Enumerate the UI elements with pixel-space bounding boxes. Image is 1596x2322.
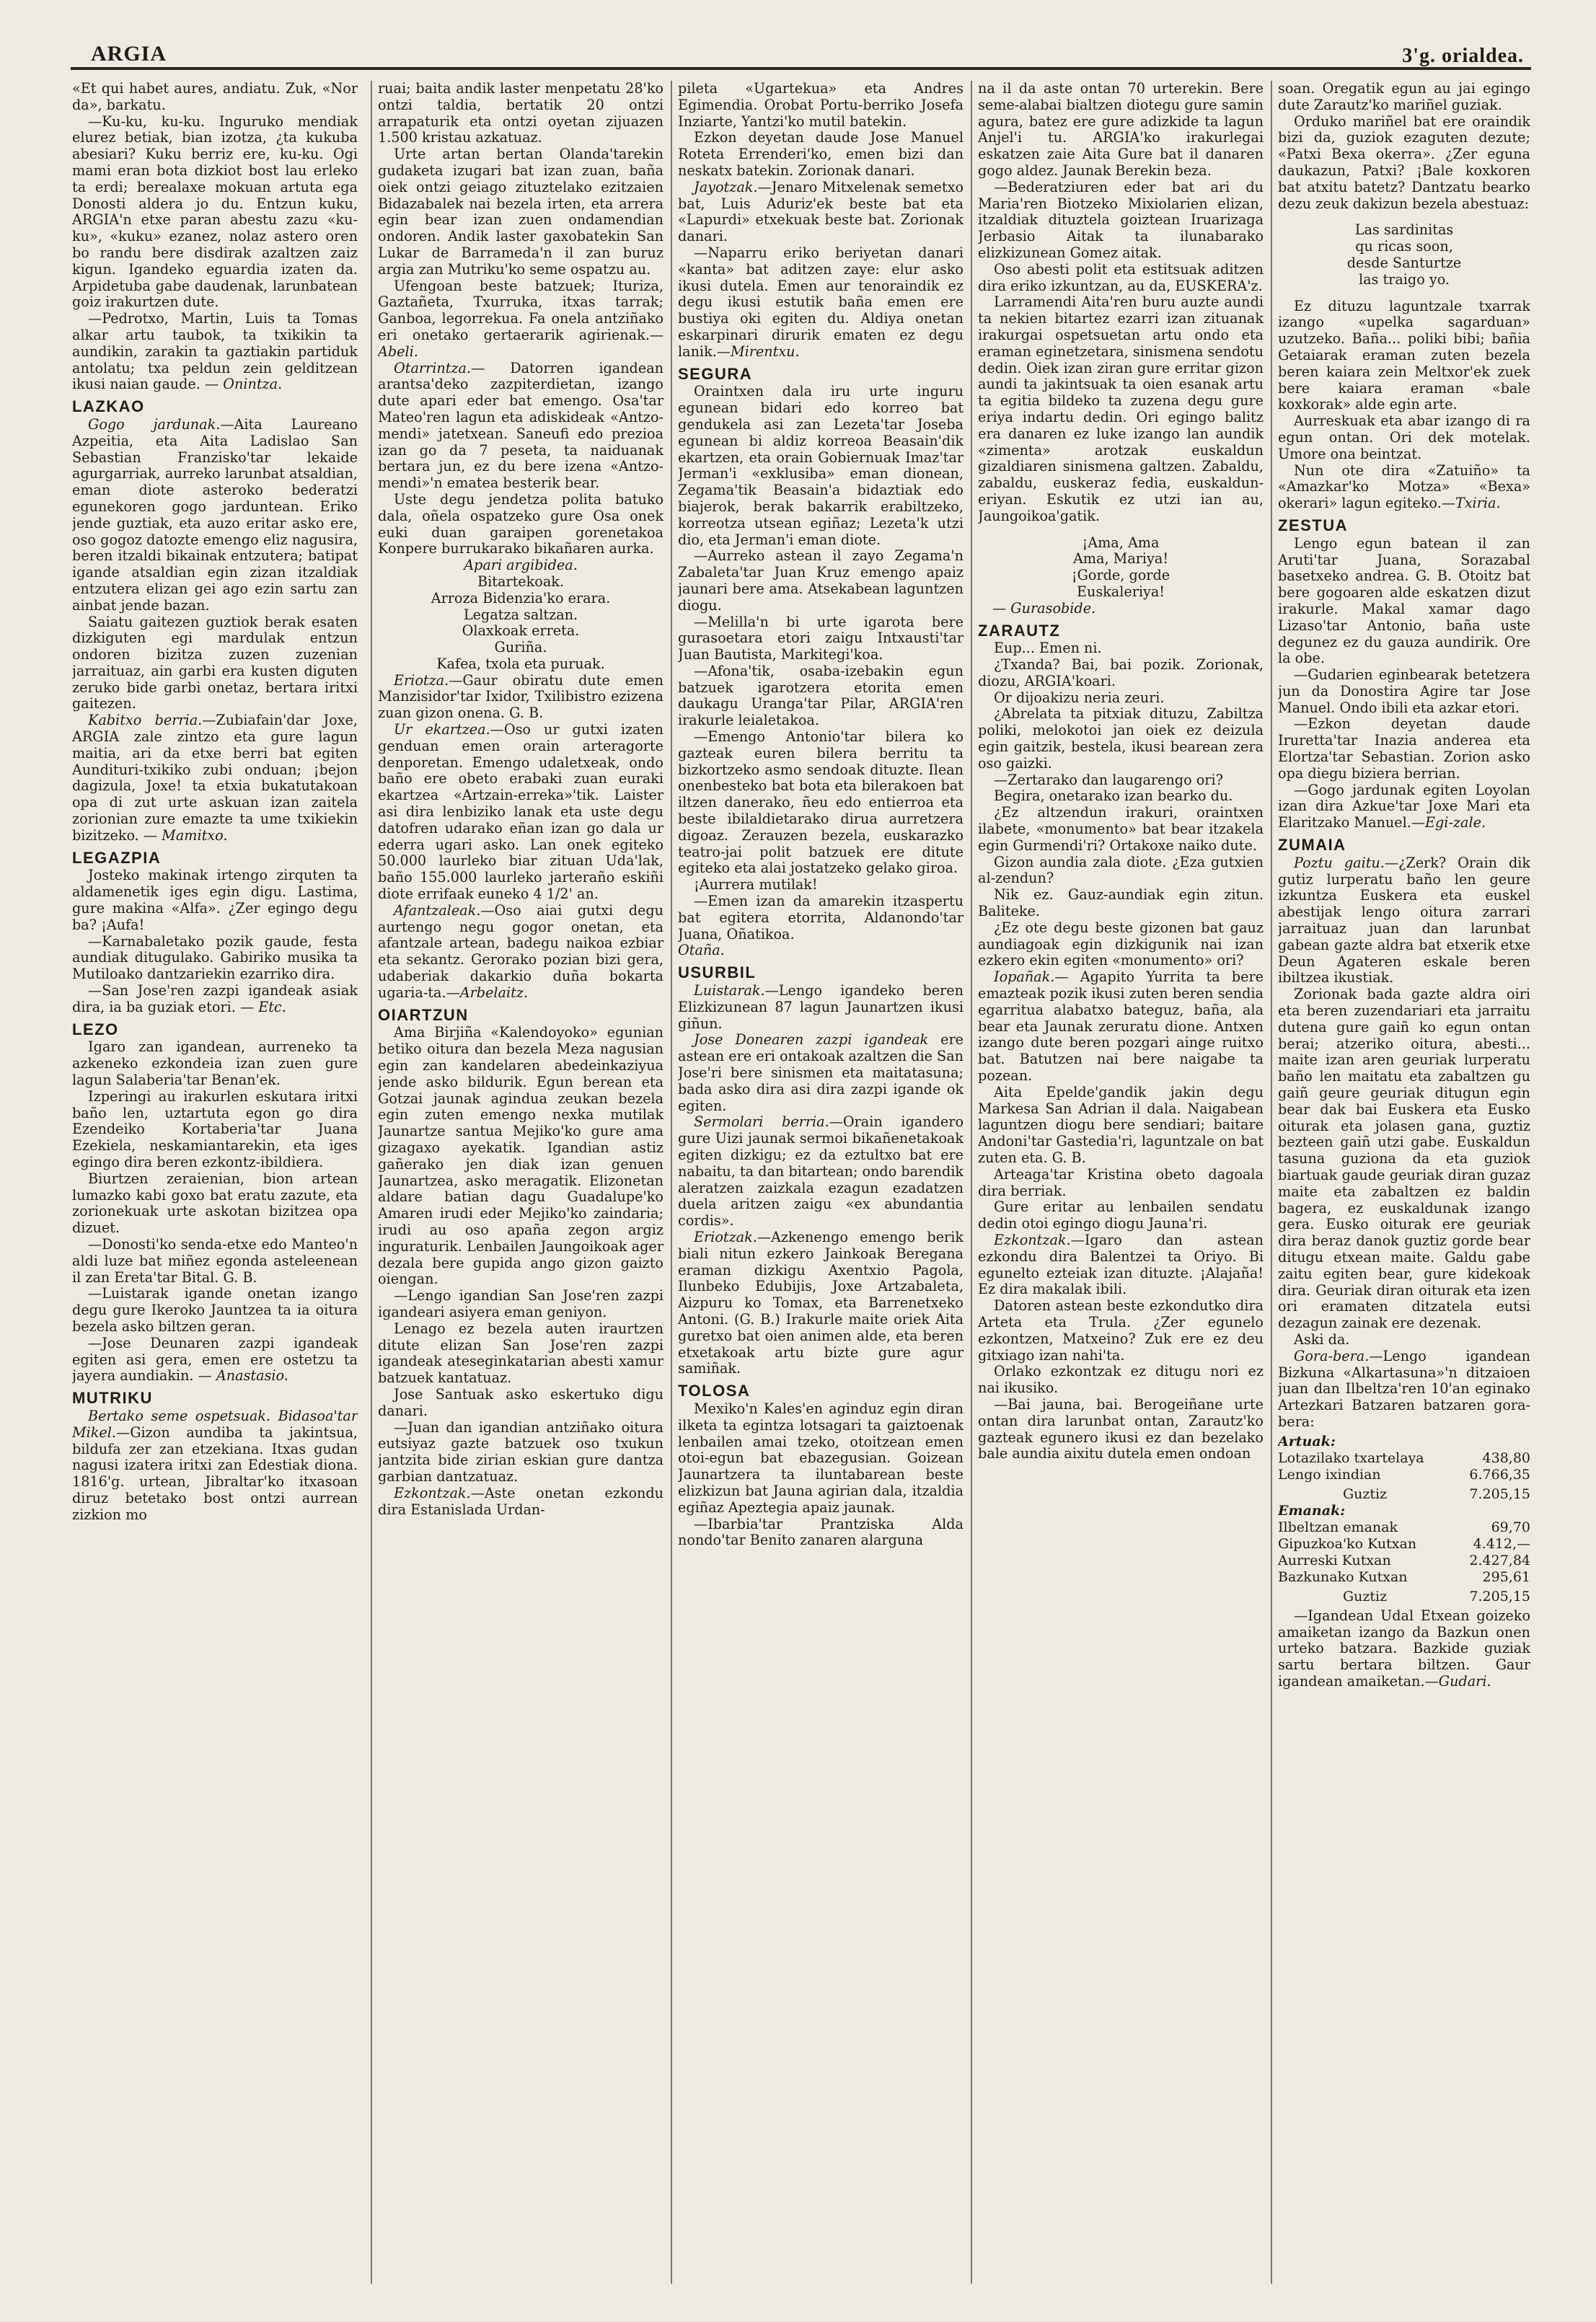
paragraph: ¿Ez altzendun irakuri, oraintxen ilabete, «monumento» bat bear itzakela egin Gurmendi'ri? Ortakoxe naiko dute. xyxy=(978,804,1264,854)
paragraph: ¿Abrelata ta pitxiak dituzu, Zabiltza poliki, melokotoi jan oiek ez deizula egin gaitzik, bestela, ikusi bearean zera oso gaizki. xyxy=(978,705,1264,772)
paragraph: —San Jose'ren zazpi igandeak asiak dira, ia ba guziak etori. — Etc. xyxy=(72,982,358,1015)
paragraph: Nun ote dira «Zatuiño» ta «Amazkar'ko Motza» «Bexa» okerari» lagun egiteko.—Txiria. xyxy=(1278,462,1530,512)
menu-item: Arroza Bidenzia'ko erara. xyxy=(431,589,611,606)
section-heading: MUTRIKU xyxy=(72,1389,153,1408)
spacer xyxy=(1278,288,1530,299)
paragraph: Arteaga'tar Kristina obeto dagoala dira berriak. xyxy=(978,1165,1264,1199)
table-cell: 4.412,— xyxy=(1473,1535,1530,1552)
paragraph: Orduko mariñel bat ere oraindik bizi da, guziok ezaguten dezute; «Patxi Bexa okerra». ¿Zer eguna daukazun, Patxi? ¡Bale koxkoren bat atxitu batetz? Dantzatu bearko dezu zeuk dakizun bezela abestuaz: xyxy=(1278,112,1530,212)
paragraph: Afantzaleak.—Oso aiai gutxi degu aurtengo negu gogor onetan, eta afantzale artean, badegu naikoa ezbiar eta sekantz. Gerorako pozian bizi gera, udaberiak dakarkio duña bokarta ugaria-ta.—Arbelaitz. xyxy=(378,901,663,1001)
paragraph xyxy=(378,673,663,722)
menu-item: Kafea, txola eta puruak. xyxy=(436,655,605,672)
subheading: Ezkontzak. xyxy=(394,1484,471,1501)
paragraph: na il da aste ontan 70 urterekin. Bere seme-alabai bialtzen diotegu gure samin agura, batez ere gure adizkide ta lagun Anjel'i tu. ARGIA'ko irakurlegai eskatzen zaie Aita Gure bat il danaren gogo aldez. Jaunak Berekin beza. xyxy=(978,81,1264,179)
paragraph-text: Nun ote dira «Zatuiño» ta «Amazkar'ko Motza» «Bexa» okerari» lagun egiteko. xyxy=(1278,462,1530,512)
paragraph-text: —Aste onetan ezkondu dira Estanislada Urdan- xyxy=(378,1484,663,1518)
spacer xyxy=(1278,212,1530,222)
table-row xyxy=(1278,1483,1530,1503)
paragraph: Ama Birjiña «Kalendoyoko» egunian betiko oitura dan bezela Meza nagusian egin zan kandelaren abedeinkaziyua jende asko bildurik. Egun berean eta Gotzai jaunak agindua zeukan bezela egin zuten emengo nexka mutilak Jaunartze santua Mejiko'ko gure ama gizagaxo ayekatik. Igandian astiz gañerako jen diak izan genuen Jaunartzea, asko meragatik. Elizonetan aldare batian dagu Guadalupe'ko Amaren irudi eder Mejiko'ko zaindaria; irudi au oso apaña zegon argiz inguraturik. Lenbailen Jaungoikoak ager dezala bere gupida ango gizon gaizto oiengan. xyxy=(378,1024,663,1288)
verse-line: Las sardinitas xyxy=(1354,221,1454,239)
table-cell: Bazkunako Kutxan xyxy=(1278,1568,1408,1585)
paragraph xyxy=(678,1230,964,1377)
table-cell: Artuak: xyxy=(1278,1433,1336,1449)
paragraph-text: —San Jose'ren zazpi igandeak asiak dira, ia ba guziak etori. xyxy=(72,982,358,1015)
paragraph-text: Ufengoan beste batzuek; Ituriza, Gaztañeta, Txurruka, itxas tarrak; Ganboa, legorrekua. Fa onela antziñako eri onetako gertaerarik agirienak. xyxy=(378,277,663,343)
accounts-table xyxy=(1278,1434,1530,1605)
paragraph-text: — Agapito Yurrita ta bere emazteak pozik ikusi zuten beren sendia egarritua alabatxo bateguz, baña, ala bear eta Jaunak zeruratu dione. Antxen izango dute beren pozgari ainge ruitxo bat. Batutzen nai bere naigabe ta pozean. xyxy=(978,968,1264,1085)
paragraph: —Juan dan igandian antziñako oitura eutsiyaz gazte batzuek oso txukun jantzita bide zirian eskian gure dantza garbian dantzatuaz. xyxy=(378,1418,663,1485)
page-number: 3'g. orialdea. xyxy=(1402,45,1524,67)
paragraph: —Ku-ku, ku-ku. Inguruko mendiak elurez betiak, bian izotza, ¿ta kukuba abesiari? Kuku berriz ere, ku-ku. Ogi mami eran bota dizkiot bost lau erleko ta erdi; berealaxe mokuan artuta ega Donosti aldera jo du. Entzun kuku, ARGIA'n etxe paran abestu zazu «ku-ku», «kuku» ezanez, nolaz astero oren bo randu bere disdirak azaltzen zaiz kigun. Igandeko eguardia izaten da. Arpidetuba gabe daudenak, larunbatean goiz irakurtzen dute. xyxy=(72,112,358,311)
paragraph xyxy=(1278,855,1530,986)
paragraph xyxy=(978,1232,1264,1298)
table-cell: Lotazilako txartelaya xyxy=(1278,1449,1424,1466)
subheading: Bertako seme ospetsuak. Bidasoa'tar Mikel. xyxy=(72,1407,358,1441)
paragraph: Ufengoan beste batzuek; Ituriza, Gaztañeta, Txurruka, itxas tarrak; Ganboa, legorrekua. Fa onela antziñako eri onetako gertaerarik agirienak.—Abeli. xyxy=(378,277,663,360)
signature: Gudari. xyxy=(1438,1672,1491,1690)
paragraph: Lengo egun batean il zan Aruti'tar Juana, Sorazabal basetxeko andrea. G. B. Otoitz bat bere gogoaren alde eskatzen dizut irakurle. Makal xamar dago Lizaso'tar Antonio, baña uste degunez ez du gauza aundirik. Ore la obe. xyxy=(1278,534,1530,667)
subheading: Poztu gaitu. xyxy=(1294,854,1385,871)
paragraph: Zorionak bada gazte aldra oiri eta beren zuzendariari eta jarraitu dutena gure gaiñ ko egun ontan berai; atzeriko oitura, abesti... maite izan aren geuriak lurperatu baño len maitatu eta zabaltzen gu gaiñ geure geuriak ditugun egin bear dak bai Euskera eta Eusko oiturak eta jolasen gana, guztiz bezteen gaiñ utzi gabe. Euskaldun tasuna guziona da eta guziok biartuak gaude geuriak diran guzaz maite eta zabaltzen ez baldin bagera, ez euskaldunak izango gera. Eusko oiturak ere geuriak dira beraz danok guztiz gorde bear ditugu etxean maite. Galdu gabe zaitu egiten bear, gure kidekoak dira. Geuriak diran oiturak eta izen ori eramaten ditzatela eutsi dezagun zainak ere dezenak. xyxy=(1278,986,1530,1332)
paragraph xyxy=(678,1032,964,1114)
subheading: Ezkontzak. xyxy=(994,1231,1071,1248)
paragraph: —Afona'tik, osaba-izebakin egun batzuek igarotzera etorita emen daukagu Uranga'tar Pilar, ARGIA'ren irakurle leialetakoa. xyxy=(678,662,964,729)
paragraph-text: —Lengo igandean Bizkuna «Alkartasuna»'n ditzaioen juan dan Ilbeltza'ren 10'an eginako Artezkari Batzaren batzaren gora-bera: xyxy=(1278,1347,1530,1430)
column-5 xyxy=(1278,81,1530,2287)
paragraph-text: —Jenaro Mitxelenak semetxo bat, Luis Aduriz'ek beste bat eta «Lapurdi» etxekuak beste bat. Zorionak danari. xyxy=(678,178,964,245)
paragraph: Kabitxo berria.—Zubiafain'dar Joxe, ARGIA zale zintzo eta gure lagun maitia, ari da etxe berri bat egiten Aundituri-txikiko zubi onduan; ¡bejon dagizula, Joxe! ta etxia bukatutakoan opa di zut urte askuan izan zaitela zorionian zure emazte ta ume txikiekin bizitzeko. — Mamitxo. xyxy=(72,712,358,844)
signature: Egi-zale. xyxy=(1425,814,1486,831)
paragraph: —Zertarako dan laugarengo ori? xyxy=(994,771,1223,788)
signature: Mamitxo. xyxy=(162,826,228,844)
verse-line: qu ricas soon, xyxy=(1355,238,1453,255)
paragraph: Lenago ez bezela auten iraurtzen ditute elizan San Jose'ren zazpi igandeak ateseginkatarian abesti xamur batzuek kantatuaz. xyxy=(378,1320,663,1387)
paragraph: Saiatu gaitezen guztiok berak esaten dizkiguten egi mardulak entzun ondoren bizitza zuzen zuzenian jarraituaz, ain garbi era kusten diguten zeruko bide garbi onetaz, bertara iritxi gaitezen. xyxy=(72,613,358,712)
table-row xyxy=(1278,1503,1530,1519)
paragraph: Jose Santuak asko eskertuko digu danari. xyxy=(378,1385,663,1419)
paragraph: pileta «Ugartekua» eta Andres Egimendia. Orobat Portu-berriko Josefa Inziarte, Yantzi'ko mutil batekin. xyxy=(678,81,964,130)
paragraph: —Gudarien eginbearak betetzera jun da Donostira Agire tar Jose Manuel. Ondo ibili eta azkar etori. xyxy=(1278,666,1530,716)
paragraph: Josteko makinak irtengo zirquten ta aldamenetik iges egin digu. Lastima, gure makina «Alfa». ¿Zer egingo degu ba? ¡Aufa! xyxy=(72,867,358,933)
paragraph xyxy=(378,361,663,492)
paragraph: —Melilla'n bi urte igarota bere gurasoetara etori zaigu Intxausti'tar Juan Bautista, Markitegi'koa. xyxy=(678,613,964,663)
paragraph: —Aurreko astean il zayo Zegama'n Zabaleta'tar Juan Kruz emengo apaiz jaunari bere ama. Atsekabean laguntzen diogu. xyxy=(678,547,964,614)
header-rule xyxy=(71,67,1531,70)
verse-line: desde Santurtze xyxy=(1346,254,1462,271)
paragraph-text: —Igaro dan astean ezkondu dira Balentzei ta Oriyo. Bi egunelto ezteiak izan dituzte. ¡Alajaña! Ez dira makalak ibili. xyxy=(978,1231,1264,1298)
section-heading: ZESTUA xyxy=(1278,516,1348,534)
spacer xyxy=(978,525,1264,535)
subheading: Otarrintza. xyxy=(394,359,472,376)
menu-item: Bitartekoak. xyxy=(477,573,564,590)
signature: Anastasio. xyxy=(216,1367,288,1385)
column-2 xyxy=(378,81,663,2287)
paragraph: ruai; baita andik laster menpetatu 28'ko ontzi taldia, bertatik 20 ontzi arrapaturik eta ontzi oyetan zijuazen 1.500 kristau azkatuaz. xyxy=(378,81,663,146)
subheading: Jose Donearen zazpi igandeak xyxy=(694,1031,929,1049)
table-cell: 6.766,35 xyxy=(1469,1466,1530,1483)
paragraph: Nik ez. Gauz-aundiak egin zitun. Baliteke. xyxy=(978,886,1264,920)
paragraph: Ezkon deyetan daude Jose Manuel Roteta Errenderi'ko, emen bizi dan neskatx batekin. Zorionak danari. xyxy=(678,129,964,179)
paragraph xyxy=(378,1486,663,1519)
paragraph: Oso abesti polit eta estitsuak aditzen dira eriko izkuntzan, au da, EUSKERA'z. xyxy=(978,260,1264,294)
paragraph: Ez dituzu laguntzale txarrak izango «upelka sagarduan» uzutzeko. Baña... poliki bibi; bañia Getaiarak eraman zuten bezela beren kaiara zein Meltxor'ek zuek bere kaiara eraman «bale koxkorak» alde egin arte. xyxy=(1278,297,1530,413)
table-cell: 2.427,84 xyxy=(1469,1552,1530,1568)
paragraph-text: —Oso aiai gutxi degu aurtengo negu gogor onetan, eta afantzale artean, badegu naikoa ezbiar eta sekantz. Gerorako pozian bizi gera, udaberiak dakarkio duña bokarta ugaria-ta. xyxy=(378,901,663,1001)
paragraph xyxy=(678,943,964,959)
table-row xyxy=(1278,1586,1530,1605)
subheading: Gogo jardunak. xyxy=(88,415,221,433)
paragraph: Or dijoakizu neria zeuri. xyxy=(994,689,1165,706)
paragraph xyxy=(678,1114,964,1230)
verse-line: Ama, Mariya! xyxy=(1072,550,1169,568)
table-cell: Lengo ixindian xyxy=(1278,1466,1381,1483)
subheading: Eriotza. xyxy=(394,671,449,689)
column-divider xyxy=(1271,81,1272,2284)
signature: Gurasobide. xyxy=(1010,599,1096,617)
paragraph-text: —Pedrotxo, Martin, Luis ta Tomas alkar artu taubok, ta txikikin ta aundikin, zarakin ta gaztiakin partiduk antolatu; txa peldun zein gelditzean ikusi naian gaude. xyxy=(72,310,358,393)
paragraph: Gure eritar au lenbailen sendatu dedin otoi egingo diogu Jauna'ri. xyxy=(978,1198,1264,1232)
signature: Etc. xyxy=(258,998,286,1015)
paragraph xyxy=(1278,1348,1530,1431)
subheading: Kabitxo berria. xyxy=(88,712,203,729)
section-heading: ZARAUTZ xyxy=(978,621,1061,640)
paragraph: Biurtzen zeraienian, bion artean lumazko kabi goxo bat eratu zazute, eta zorionekuak urte askotan bizitzea opa dizuet. xyxy=(72,1170,358,1237)
paragraph: Orlako ezkontzak ez ditugu nori ez nai ikusiko. xyxy=(978,1363,1264,1397)
paragraph: —Karnabaletako pozik gaude, festa aundiak ditugulako. Gabiriko musika ta Mutiloako dantzariekin ezarriko dira. xyxy=(72,932,358,983)
paragraph: Aita Epelde'gandik jakin degu Markesa San Adrian il dala. Naigabean laguntzen diogu bere sendiari; baitare Andoni'tar Gastedia'ri, laguntzale on bat zuten eta. G. B. xyxy=(978,1083,1264,1166)
paragraph: ¡Aurrera mutilak! xyxy=(694,876,818,893)
table-row xyxy=(1278,1434,1530,1450)
section-heading: LEZO xyxy=(72,1020,119,1038)
paragraph-text: —¿Zerk? Orain dik gutiz lurperatu baño len geure izkuntza Euskera eta euskel abestijak lengo oitura zarrari jarraituaz juan dan larunbat gabean gazte aldra bat etxerik etxe Deun Agateren eskale beren ibiltzea ikustiak. xyxy=(1278,854,1530,986)
table-cell: 438,80 xyxy=(1482,1449,1530,1466)
paragraph: —Donosti'ko senda-etxe edo Manteo'n aldi luze bat miñez egonda asteleenean il zan Ereta'tar Bital. G. B. xyxy=(72,1235,358,1286)
paragraph: —Ezkon deyetan daude Iruretta'tar Inazia anderea eta Elortza'tar Sebastian. Zorion asko opa diegu biziera berrian. xyxy=(1278,715,1530,782)
table-cell: Gipuzkoa'ko Kutxan xyxy=(1278,1535,1417,1552)
paragraph: —Luistarak igande onetan izango degu gure Ikeroko Jauntzea ta ia oitura bezela asko biltzen geran. xyxy=(72,1285,358,1335)
subheading: Eriotzak. xyxy=(694,1228,757,1245)
table-cell: Emanak: xyxy=(1278,1502,1346,1519)
section-heading: SEGURA xyxy=(678,364,753,383)
paragraph: Izperingi au irakurlen eskutara iritxi baño len, uztartuta egon go dira Ezendeiko Kortaberia'tar Juana Ezekiela, neskamiantarekin, eta iges egingo dira beren ezkontz-ibildiera. xyxy=(72,1087,358,1170)
signature: Abeli. xyxy=(378,343,418,360)
paragraph: —Lengo igandian San Jose'ren zazpi igandeari asiyera eman geniyon. xyxy=(378,1287,663,1320)
paragraph-text: — Datorren igandean arantsa'deko zazpiterdietan, izango dute apari eder bat emengo. Osa'tar Mateo'ren lagun eta adiskideak «Antzo-mendi» jatetxean. Saneufi edo prezioa izan go da 7 peseta, ta naiduanak bertara jun, ez du bere izena «Antzo-mendi»'n ematea besterik bear. xyxy=(378,359,663,492)
menu-item: Guriña. xyxy=(494,639,547,656)
paragraph: Mexiko'n Kales'en aginduz egin diran ilketa ta egintza lotsagari ta gaiztoenak lenbailen amai tzeko, otoitzean emen otoi-egun bat ebazegusian. Goizean Jaunartzera ta iluntabarean beste elizkizun bat Jauna agirian dala, itzaldia egiñaz Apeztegia apaiz jaunak. xyxy=(678,1400,964,1516)
section-heading: ZUMAIA xyxy=(1278,836,1346,855)
paragraph: —Emengo Antonio'tar bilera ko gazteak euren bilera berritu ta bizkortzeko asmo sendoak dituzte. Ilean onenbesteko bat bota eta bilerakoen bat iltzen danerako, ñeu edo entierroa eta beste ibilaldietarako dirua aurretzera digoaz. Zerauzen bezela, euskarazko teatro-jai polit batzuek ere ditute egiteko eta alai jostatzeko gelako giroa. xyxy=(678,728,964,877)
paragraph xyxy=(678,180,964,245)
paragraph-text: —Lengo igandeko beren Elizkizunean 87 lagun Jaunartzen ikusi giñun. xyxy=(678,982,964,1032)
subheading: Ur ekartzea. xyxy=(394,721,490,738)
column-4 xyxy=(978,81,1264,2287)
table-cell: Ilbeltzan emanak xyxy=(1278,1519,1398,1535)
masthead: ARGIA xyxy=(91,42,167,66)
paragraph: —Gogo jardunak egiten Loyolan izan dira Azkue'tar Joxe Mari eta Elaritzako Manuel.—Egi-zale. xyxy=(1278,781,1530,831)
section-heading: LEGAZPIA xyxy=(72,848,162,867)
page-header xyxy=(71,29,1531,65)
verse-line: ¡Ama, Ama xyxy=(1082,534,1160,551)
paragraph: Urte artan bertan Olanda'tarekin gudaketa izugari bat izan zuan, baña oiek ontzi geiago zituztelako ezitzaien Bidazabalek nai bezela irten, eta arrera egin bear izan zuen ondamendian ondoren. Andik laster gaxobatekin San Lukar de Barrameda'n il zan buruz argia zan Mutriku'ko seme ospatzu au. xyxy=(378,146,663,278)
column-3 xyxy=(678,81,964,2287)
menu-item: Legatza saltzan. xyxy=(463,606,578,623)
paragraph-text: —Gaur obiratu dute emen Manzisidor'tar Ixidor, Txilibistro ezizena zuan gizon onena. G. B. xyxy=(378,671,663,722)
subheading: Afantzaleak. xyxy=(394,901,481,919)
paragraph xyxy=(978,969,1264,1085)
paragraph-text: —Orain igandero gure Uizi jaunak sermoi bikañenetakoak egiten dizkigu; ez da eztultxo bat ere nabaitu, ta dan bitartean; ondo barendik aleratzen zaizkala ezagun ezadatzen duela aritzen zaigu «ex abundantia cordis». xyxy=(678,1113,964,1230)
paragraph: ¿Ez ote degu beste gizonen bat gauz aundiagoak egin dizkigunik nai izan ezkero ekin egiten «monumento» ori? xyxy=(978,919,1264,969)
table-cell: Guztiz xyxy=(1343,1486,1388,1502)
subheading: Iopañak. xyxy=(994,968,1055,986)
table-row xyxy=(1278,1519,1530,1536)
paragraph: Begira, onetarako izan bearko du. xyxy=(994,787,1233,805)
signature: Onintza. xyxy=(223,376,283,393)
table-cell: 69,70 xyxy=(1491,1519,1530,1535)
column-divider xyxy=(671,81,672,2284)
table-row xyxy=(1278,1450,1530,1467)
signature: Mirentxu. xyxy=(730,343,800,360)
paragraph: soan. Oregatik egun au jai egingo dute Zarautz'ko mariñel guziak. xyxy=(1278,81,1530,113)
column-divider xyxy=(371,81,372,2284)
table-cell: Aurreski Kutxan xyxy=(1278,1552,1391,1568)
subheading: Gora-bera. xyxy=(1294,1347,1370,1364)
paragraph-text: —Naparru eriko beriyetan danari «kanta» bat aditzen zaye: elur asko ikusi dutela. Emen aur tenoraindik ez degu ikusi estutik baña emen ere bustiya oki egiten du. Aldiya onetan eskarpinari dirurik ematen ez degu lanik. xyxy=(678,244,964,360)
menu-item: Olaxkoak erreta. xyxy=(462,622,580,640)
subheading: Sermolari berria. xyxy=(694,1113,829,1131)
paragraph: —Igandean Udal Etxean goizeko amaiketan izango da Bazkun onen urteko batzara. Bazkide guziak sartu bertara biltzen. Gaur igandean amaiketan.—Gudari. xyxy=(1278,1607,1530,1690)
signature: Txiria. xyxy=(1455,495,1501,512)
table-row xyxy=(1278,1569,1530,1586)
column-divider xyxy=(971,81,972,2284)
paragraph-text: —Jose Deunaren zazpi igandeak egiten asi gera, emen ere ostetzu ta jayera aundiakin. xyxy=(72,1334,358,1385)
signature-line: — Gurasobide. xyxy=(992,599,1096,617)
section-heading: USURBIL xyxy=(678,963,757,982)
paragraph-text: Aita Laureano Azpeitia, eta Aita Ladislao San Sebastian Franzisko'tar lekaide agurgarriak, aurreko larunbat atsaldian, eman diote asteroko bederatzi egunekoren gogo jarduntean. Eriko jende guztiak, eta auzo eritar asko ere, oso gogoz datozte emengo eliz nagusira, beren itzaldi bikainak entzutera; batipat igande atsaldian egin zizan itzaldiak entzutera elizan gei ago ezin sartu zan ainbat jende bazan. xyxy=(72,415,358,614)
paragraph: —Bai jauna, bai. Berogeiñane urte ontan dira larunbat ontan, Zarautz'ko gazteak egunero ikusi ez dan bezelako bale aundia aixitu dutela emen ondoan xyxy=(978,1395,1264,1462)
paragraph: «Et qui habet aures, andiatu. Zuk, «Nor da», barkatu. xyxy=(72,81,358,113)
paragraph-text: —Igandean Udal Etxean goizeko amaiketan izango da Bazkun onen urteko batzara. Bazkide guziak sartu bertara biltzen. Gaur igandean amaiketan. xyxy=(1278,1607,1530,1690)
table-cell: 7.205,15 xyxy=(1469,1588,1530,1604)
paragraph-text: Gizon aundiba ta jakintsua, bildufa zer zan etzekiana. Itxas gudan nagusi izatera iritxi zan Edestiak diona. 1816'g. urtean, Jibraltar'ko itxasoan diruz betetako bost ontzi aurrean zizkion mo xyxy=(72,1423,358,1523)
paragraph: —Bederatziuren eder bat ari du Maria'ren Biotzeko Mixiolarien elizan, itzaldiak dituztela goiztean Iruarizaga Jerbasio Aitak ta ilunabarako elizkizunean Gomez aitak. xyxy=(978,178,1264,261)
paragraph-text: —Azkenengo emengo berik biali nitun ezkero Jainkoak Beregana eraman dizkigu Axentxio Pagola, Ilunbeko Edubijis, Joxe Artzabaleta, Aizpuru ko Tomax, eta Barrenetxeko Antoni. (G. B.) Irakurle maite oriek Aita guretxo bat oien animen alde, eta beren etxetakoak artu bizte gure agur samiñak. xyxy=(678,1228,964,1377)
signature: Otaña. xyxy=(678,942,725,959)
paragraph: —Jose Deunaren zazpi igandeak egiten asi gera, emen ere ostetzu ta jayera aundiakin. — Anastasio. xyxy=(72,1334,358,1385)
table-cell: 295,61 xyxy=(1482,1568,1530,1585)
subheading: Luistarak. xyxy=(694,982,765,999)
paragraph: Datoren astean beste ezkondutko dira Arteta eta Trula. ¿Zer egunelo ezkontzen, Matxeino? Zuk ere ez deu gitxiago izan nahi'ta. xyxy=(978,1297,1264,1364)
paragraph: Uste degu jendetza polita batuko dala, oñela ospatzeko gure Osa onek euki duan garaipen gorenetakoa Konpere burrukarako bikañaren aurka. xyxy=(378,490,663,557)
paragraph: ¿Txanda? Bai, bai pozik. Zorionak, diozu, ARGIA'koari. xyxy=(978,656,1264,689)
paragraph-text: —Gogo jardunak egiten Loyolan izan dira Azkue'tar Joxe Mari eta Elaritzako Manuel. xyxy=(1278,781,1530,831)
paragraph xyxy=(678,983,964,1032)
paragraph: —Pedrotxo, Martin, Luis ta Tomas alkar artu taubok, ta txikikin ta aundikin, zarakin ta gaztiakin partiduk antolatu; txa peldun zein gelditzean ikusi naian gaude. — Onintza. xyxy=(72,310,358,393)
section-heading: TOLOSA xyxy=(678,1382,751,1400)
signature: Arbelaitz. xyxy=(459,984,529,1001)
paragraph: Aurreskuak eta abar izango di ra egun ontan. Ori dek motelak. Umore ona beintzat. xyxy=(1278,412,1530,462)
paragraph xyxy=(378,722,663,903)
table-row xyxy=(1278,1467,1530,1483)
verse-line: ¡Gorde, gorde xyxy=(1071,567,1170,584)
paragraph-text: Zubiafain'dar Joxe, ARGIA zale zintzo eta gure lagun maitia, ari da etxe berri bat egiten Aundituri-txikiko zubi onduan; ¡bejon dagizula, Joxe! ta etxia bukatutakoan opa di zut urte askuan izan zaitela zorionian zure emazte ta ume txikiekin bizitzeko. xyxy=(72,712,358,844)
paragraph: —Emen izan da amarekin itzaspertu bat egitera etorrita, Aldanondo'tar Juana, Oñatikoa. xyxy=(678,893,964,943)
paragraph: Igaro zan igandean, aurreneko ta azkeneko ezkondeia izan zuen gure lagun Salaberia'tar Benan'ek. xyxy=(72,1038,358,1089)
paragraph: Aski da. xyxy=(1294,1330,1350,1348)
section-heading: LAZKAO xyxy=(72,397,145,416)
paragraph: —Naparru eriko beriyetan danari «kanta» bat aditzen zaye: elur asko ikusi dutela. Emen aur tenoraindik ez degu ikusi estutik baña emen ere bustiya oki egiten du. Aldiya onetan eskarpinari dirurik ematen ez degu lanik.—Mirentxu. xyxy=(678,244,964,360)
paragraph: Bertako seme ospetsuak. Bidasoa'tar Mikel.—Gizon aundiba ta jakintsua, bildufa zer zan etzekiana. Itxas gudan nagusi izatera iritxi zan Edestiak diona. 1816'g. urtean, Jibraltar'ko itxasoan diruz betetako bost ontzi aurrean zizkion mo xyxy=(72,1407,358,1523)
paragraph: —Ibarbia'tar Prantziska Alda nondo'tar Benito zanaren alarguna xyxy=(678,1515,964,1549)
section-heading: OIARTZUN xyxy=(378,1005,469,1024)
table-row xyxy=(1278,1553,1530,1569)
paragraph: Gogo jardunak.—Aita Laureano Azpeitia, eta Aita Ladislao San Sebastian Franzisko'tar lekaide agurgarriak, aurreko larunbat atsaldian, eman diote asteroko bederatzi egunekoren gogo jarduntean. Eriko jende guztiak, eta auzo eritar asko ere, oso gogoz datozte emengo eliz nagusira, beren itzaldi bikainak entzutera; batipat igande atsaldian egin zizan itzaldiak entzutera elizan gei ago ezin sartu zan ainbat jende bazan. xyxy=(72,415,358,614)
paragraph-text: —Oso ur gutxi izaten genduan emen orain arteragorte denporetan. Emengo udaletxeak, ondo baño ere obeto erabaki zuan euraki ekartzea «Artzain-erreka»'tik. Laister asi dira lenbiziko lanak eta uste degu datofren udarako eñan izan go dala ur ederra ugari asko. Lan onek egiteko 50.000 laurleko biar zituan Uda'lak, baño 155.000 laurleko jarteraño eskiñi diote errifaak euneko 4 1/2' an. xyxy=(378,721,663,903)
paragraph-text: ere astean ere eri ontakoak azaltzen die San Jose'ri bere sinismen eta maitatasuna; bada asko dira asi dira zazpi igande ok egiten. xyxy=(678,1031,964,1114)
table-row xyxy=(1278,1536,1530,1553)
paragraph: Larramendi Aita'ren buru auzte aundi ta nekien bitartez ezarri izan zituanak irakurgai ospetsuetan artu ondo eta eraman eginetzetara, sinismena sendotu dedin. Oiek izan ziran gure erritar gizon aundi ta jakintsuak ta oien esanak artu ta egitia bildeko ta zuzena degu gure eriya indartu dedin. Ori egingo balitz era danaren ez luke izango lan aundik «zimenta» arotzak euskaldun gizaldiaren sinismena galtzen. Zabaldu, zabaldu, euskeraz fedia, euskaldun-eriyan. Eskutik ez utzi ian au, Jaungoikoa'gatik. xyxy=(978,293,1264,524)
table-cell: 7.205,15 xyxy=(1469,1486,1530,1502)
table-cell: Guztiz xyxy=(1343,1588,1388,1604)
subheading: Jayotzak. xyxy=(694,178,758,195)
paragraph: Gizon aundia zala diote. ¿Eza gutxien al-zendun? xyxy=(978,853,1264,887)
menu-heading: Apari argibidea. xyxy=(464,557,578,574)
verse-line: las traigo yo. xyxy=(1358,270,1450,288)
verse-line: Euskaleriya! xyxy=(1076,583,1165,600)
column-1 xyxy=(72,81,358,2287)
paragraph: Eup... Emen ni. xyxy=(994,640,1102,657)
paragraph: Oraintxen dala iru urte inguru egunean bidari edo korreo bat gendukela asi zan Lezeta'tar Joseba egunean bi aldiz korreoa Beasain'dik ekartzen, eta orain Gobiernuak Imaz'tar Jerman'i «exklusiba» eman dionean, Zegama'tik Beasain'a bidaztiak edo biajerok, berak bakarrik erabiltzeko, korreotza utsean egiñaz; Lezeta'k utzi dio, eta Jerman'i eman diote. xyxy=(678,383,964,548)
